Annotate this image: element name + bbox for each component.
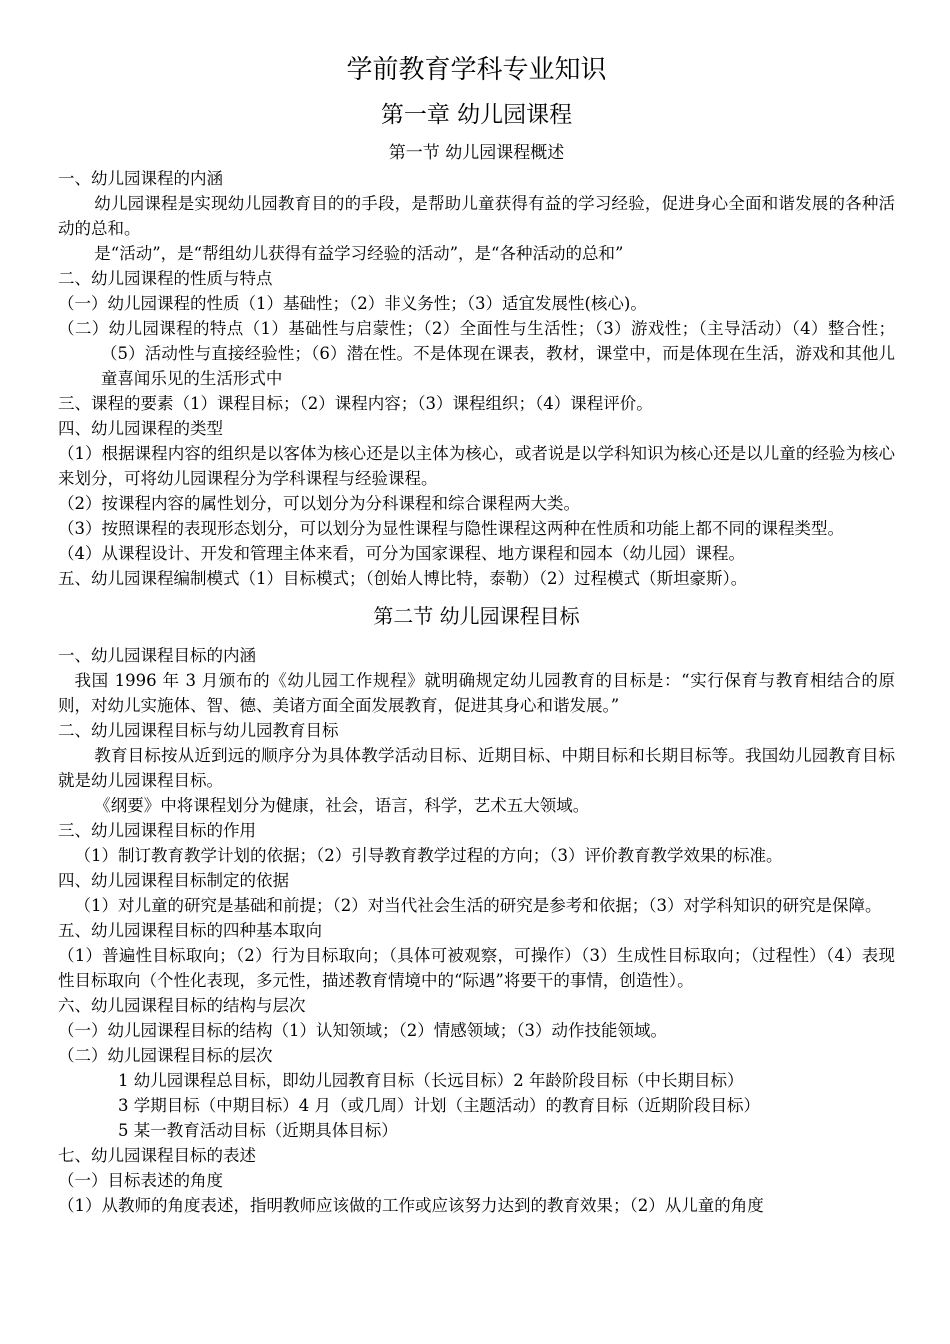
paragraph: 我国 1996 年 3 月颁布的《幼儿园工作规程》就明确规定幼儿园教育的目标是：“实行保育与教育相结合的原则，对幼儿实施体、智、德、美诸方面全面发展教育，促进其身心和谐发展。” bbox=[58, 671, 895, 715]
heading-line: 七、幼儿园课程目标的表述 bbox=[58, 1146, 256, 1165]
paragraph: （3）按照课程的表现形态划分，可以划分为显性课程与隐性课程这两种在性质和功能上都不同的课程类型。 bbox=[58, 519, 844, 538]
heading-line: 三、幼儿园课程目标的作用 bbox=[58, 821, 256, 840]
list-item: 5 某一教育活动目标（近期具体目标） bbox=[118, 1121, 398, 1140]
heading-line: 一、幼儿园课程目标的内涵 bbox=[58, 646, 256, 665]
paragraph: 幼儿园课程是实现幼儿园教育目的的手段，是帮助儿童获得有益的学习经验，促进身心全面和谐发展的各种活动的总和。 bbox=[58, 194, 895, 238]
heading-line: 六、幼儿园课程目标的结构与层次 bbox=[58, 996, 306, 1015]
heading-line: 四、幼儿园课程的类型 bbox=[58, 419, 223, 438]
paragraph: （4）从课程设计、开发和管理主体来看，可分为国家课程、地方课程和园本（幼儿园）课程。 bbox=[58, 544, 745, 563]
chapter-heading: 第一章 幼儿园课程 bbox=[380, 102, 573, 128]
paragraph: 教育目标按从近到远的顺序分为具体教学活动目标、近期目标、中期目标和长期目标等。我国幼儿园教育目标就是幼儿园课程目标。 bbox=[58, 746, 895, 790]
paragraph: （2）按课程内容的属性划分，可以划分为分科课程和综合课程两大类。 bbox=[58, 494, 580, 513]
section-heading: 第一节 幼儿园课程概述 bbox=[388, 143, 565, 163]
list-item: 3 学期目标（中期目标）4 月（或几周）计划（主题活动）的教育目标（近期阶段目标） bbox=[118, 1096, 760, 1115]
paragraph: （1）制订教育教学计划的依据；（2）引导教育教学过程的方向；（3）评价教育教学效果的标准。 bbox=[74, 846, 783, 865]
paragraph: （1）从教师的角度表述，指明教师应该做的工作或应该努力达到的教育效果；（2）从儿童的角度 bbox=[58, 1196, 764, 1215]
paragraph: （二）幼儿园课程的特点（1）基础性与启蒙性；（2）全面性与生活性；（3）游戏性；（主导活动）（4）整合性；（5）活动性与直接经验性；（6）潜在性。不是体现在课表，教材，课堂中，而是体现在生活，游戏和其他儿童喜闻乐见的生活形式中 bbox=[58, 319, 895, 388]
paragraph: （1）对儿童的研究是基础和前提；（2）对当代社会生活的研究是参考和依据；（3）对学科知识的研究是保障。 bbox=[74, 896, 882, 915]
paragraph: （一）目标表述的角度 bbox=[58, 1171, 223, 1190]
paragraph: （二）幼儿园课程目标的层次 bbox=[58, 1046, 273, 1065]
heading-line: 五、幼儿园课程编制模式（1）目标模式；（创始人博比特，泰勒）（2）过程模式（斯坦豪斯）。 bbox=[58, 569, 748, 588]
paragraph: 《纲要》中将课程划分为健康，社会，语言，科学，艺术五大领域。 bbox=[94, 796, 590, 815]
heading-line: 三、课程的要素（1）课程目标；（2）课程内容；（3）课程组织；（4）课程评价。 bbox=[58, 394, 653, 413]
paragraph: （1）普遍性目标取向；（2）行为目标取向；（具体可被观察，可操作）（3）生成性目标取向；（过程性）（4）表现性目标取向（个性化表现，多元性，描述教育情境中的“际遇”将要干的事情，创造性）。 bbox=[58, 946, 895, 990]
heading-line: 四、幼儿园课程目标制定的依据 bbox=[58, 871, 289, 890]
heading-line: 二、幼儿园课程目标与幼儿园教育目标 bbox=[58, 721, 339, 740]
list-item: 1 幼儿园课程总目标，即幼儿园教育目标（长远目标）2 年龄阶段目标（中长期目标） bbox=[118, 1071, 744, 1090]
paragraph: （一）幼儿园课程的性质（1）基础性；（2）非义务性；（3）适宜发展性(核心)。 bbox=[58, 294, 647, 313]
section-heading: 第二节 幼儿园课程目标 bbox=[373, 604, 580, 628]
document-title: 学前教育学科专业知识 bbox=[346, 55, 607, 85]
paragraph: （一）幼儿园课程目标的结构（1）认知领域；（2）情感领域；（3）动作技能领域。 bbox=[58, 1021, 667, 1040]
paragraph: 是“活动”，是“帮组幼儿获得有益学习经验的活动”，是“各种活动的总和” bbox=[94, 244, 624, 263]
heading-line: 五、幼儿园课程目标的四种基本取向 bbox=[58, 921, 322, 940]
heading-line: 二、幼儿园课程的性质与特点 bbox=[58, 269, 273, 288]
paragraph: （1）根据课程内容的组织是以客体为核心还是以主体为核心，或者说是以学科知识为核心还是以儿童的经验为核心来划分，可将幼儿园课程分为学科课程与经验课程。 bbox=[58, 444, 895, 488]
heading-line: 一、幼儿园课程的内涵 bbox=[58, 169, 223, 188]
